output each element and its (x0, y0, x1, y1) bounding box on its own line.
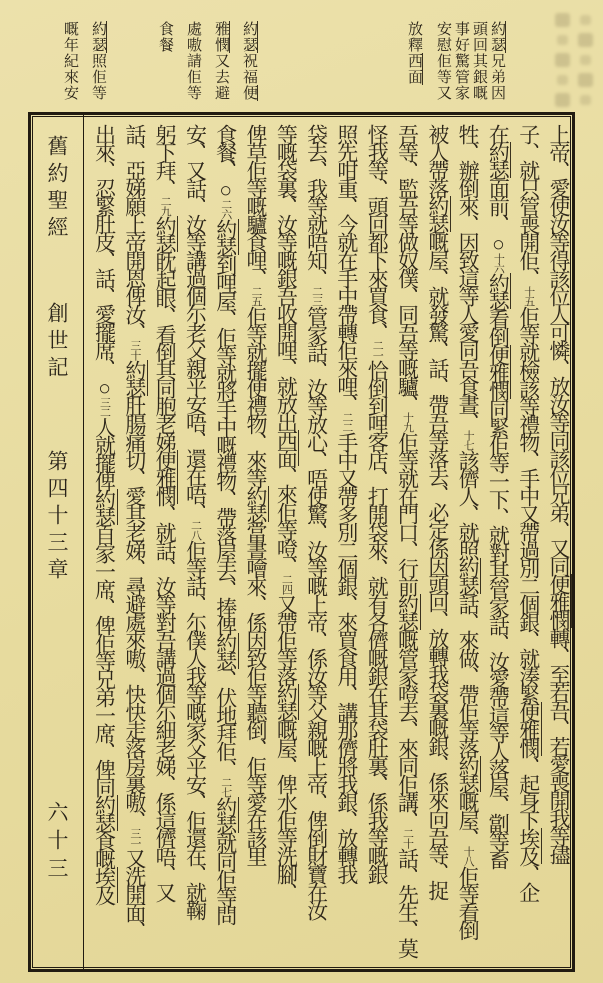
proper-name: 約瑟 (486, 273, 511, 309)
proper-name: 西面 (406, 53, 422, 85)
verse-number: 二二 (340, 412, 353, 432)
text-column: 在約瑟面前、○十六約瑟看倒便雅憫同緊佢等一下、就對其管家話、汝愛帶這等人落屋、劏等畜 (486, 124, 511, 867)
proper-name: 約瑟 (456, 558, 481, 594)
text-column: 牲、辦倒來、因致這等人愛同吾食晝、十七該儕人、就照約瑟話、來做、帶佢等落約瑟嘅屋、十八佢等看倒 (456, 124, 481, 938)
summary-column: 事好驚管家 (453, 21, 469, 101)
ink-smudge (580, 55, 591, 65)
summary-column: 約瑟照佢等 (90, 21, 106, 101)
proper-name: 約瑟 (92, 795, 117, 831)
proper-name: 約瑟 (213, 633, 238, 669)
proper-name: 約瑟 (90, 21, 106, 53)
proper-name: 雅憫 (213, 21, 229, 53)
summary-column: 頭回其銀嘅 (471, 21, 487, 101)
text-column: 話、亞娣願上帝開恩俾汝、三十約瑟肚腸痛切、愛其老娣、尋避處來嗷、快快走落房裏嗷、三一又洗開面、 (122, 124, 147, 938)
proper-name: 約瑟 (244, 486, 269, 522)
verse-number: 二一 (371, 340, 384, 360)
proper-name: 約瑟 (213, 797, 238, 833)
ink-smudge (580, 95, 591, 105)
proper-name: 約瑟 (92, 489, 117, 525)
proper-name: 約瑟 (489, 21, 505, 53)
summary-column: 處嗷請佢等 (185, 21, 201, 101)
verse-number: 十七 (462, 430, 475, 450)
text-column: 怪我等、頭回都下來買食、二一恰倒到哩客店、打開袋來、就有各儕嘅銀在其袋肚裏、係我等嘅銀 (365, 124, 390, 882)
summary-column: 約瑟祝福便 (241, 21, 257, 101)
summary-column: 食餐 (157, 21, 173, 53)
text-column: 照先咁重、今就在手中帶轉佢來哩、二二手中又帶多別二個銀、來買食用、講那儕將我銀、放轉我 (334, 124, 359, 882)
text-column: 安、又話、汝等講過個尓老父親平安唔、還在唔、二八佢等話、尓僕人我等嘅家父平安、佢還在、就鞠 (183, 124, 208, 918)
text-column: 吾等、監吾等做奴僕、同吾等嘅驢、十九佢等就在門口、行前約瑟嘅管家噔去、來同佢講、二十話、先生、莫 (395, 124, 420, 956)
verse-number: 三二 (98, 397, 111, 417)
text-column: 袋去、我等就唔知、二三管家話、汝等放心、唔使驚、汝等嘅上帝、係汝等父親嘅上帝、俾倒財寶在汝 (304, 124, 329, 918)
proper-name: 約瑟 (456, 756, 481, 792)
text-column: 子、就只管喪開佢、十五佢等就檢該等禮物、手中又帶過別二個銀、就湊緊便雅憫、起身下埃及、企 (516, 124, 541, 900)
ink-smudge (555, 13, 570, 27)
proper-name: 約瑟 (274, 684, 299, 720)
proper-name: 便 (241, 85, 257, 101)
ink-smudge (557, 75, 568, 85)
verse-number: 二十 (401, 828, 414, 848)
proper-name: 約瑟 (395, 594, 420, 630)
verse-number: 二七 (219, 777, 232, 797)
book-title: 舊約聖經 (45, 135, 69, 243)
proper-name: 約瑟 (122, 360, 147, 396)
verse-number: 十九 (401, 412, 414, 432)
proper-name: 約瑟 (241, 21, 257, 53)
verse-number: 二三 (310, 286, 323, 306)
verse-number: 十五 (522, 286, 535, 306)
proper-name: 約瑟 (486, 142, 511, 178)
proper-name: 便雅憫 (486, 345, 511, 399)
proper-name: 約瑟 (153, 216, 178, 252)
verse-number: 十六 (492, 253, 505, 273)
ink-smudge (580, 15, 591, 25)
proper-name: 約瑟 (213, 219, 238, 255)
chapter-summary-right (403, 21, 504, 113)
chapter-summary-middle (153, 21, 256, 113)
proper-name: 便雅憫 (516, 702, 541, 756)
ink-smudge (555, 93, 570, 107)
text-column: 食餐、○二六約瑟到哩屋、佢等就將手中嘅禮物、帶落屋去、捧俾約瑟、伏地拜佢、二七約瑟就同佢等問 (213, 124, 238, 923)
verse-number: 二五 (250, 286, 263, 306)
proper-name: 埃及 (92, 867, 117, 903)
scripture-text (87, 124, 569, 961)
text-column: 被人帶落約瑟嘅屋、就發驚、話、帶吾等落去、必定係因頭回、放轉我袋裏嘅銀、係來向吾等、捉 (425, 124, 450, 898)
proper-name: 便雅憫 (547, 574, 571, 628)
verse-number: 二六 (219, 199, 232, 219)
verse-number: 三一 (128, 828, 141, 848)
title-sidebar (31, 115, 84, 969)
ink-smudge (578, 33, 593, 47)
text-column: 等嘅袋裏、汝等嘅銀吾收開哩、就放出西面、來佢等噔、二四又帶佢等落約瑟嘅屋、俾水佢等洗腳、 (274, 124, 299, 900)
verse-number: 二八 (189, 520, 202, 540)
page-frame (28, 112, 575, 972)
ink-smudge (557, 35, 568, 45)
text-column: 上帝、愛使汝等得該位人可憐、放汝等同該位兄弟、又同便雅憫轉、至若吾、若愛喪開我等孻 (547, 124, 571, 862)
page-number: 六十三 (45, 801, 69, 885)
chapter-summary-left (54, 21, 105, 113)
chapter-title: 第四十三章 (45, 450, 69, 585)
text-column: 俾草佢等嘅驢食哩、二五佢等就擺便禮物、來等約瑟當晝噲來、係因致佢等聽倒、佢等愛在該里 (244, 124, 269, 864)
summary-column: 約瑟兄弟因 (489, 21, 505, 101)
summary-column: 雅憫又去避 (213, 21, 229, 101)
verse-number: 十八 (462, 846, 475, 866)
section-title: 創世記 (45, 302, 69, 383)
proper-name: 西面 (274, 430, 299, 466)
faded-ink-stamp (551, 10, 597, 122)
verse-number: 二九 (159, 196, 172, 216)
proper-name: 便雅憫 (153, 450, 178, 504)
summary-column: 放釋西面 (406, 21, 422, 85)
summary-column: 嘅年紀來安 (62, 21, 78, 101)
verse-number: 二四 (280, 574, 293, 594)
ink-smudge (555, 53, 570, 67)
verse-number: 三十 (128, 340, 141, 360)
proper-name: 約瑟 (425, 196, 450, 232)
text-column: 出來、忍緊肚皮、話、愛擺席、○三二人就擺俾約瑟自家一席、俾佢等兄弟一席、俾同約瑟食嘅埃及 (92, 124, 117, 903)
summary-column: 安慰佢等又 (435, 21, 451, 101)
ink-smudge (578, 73, 593, 87)
proper-name: 埃及 (516, 828, 541, 864)
text-column: 躬下拜、二九約瑟眈起眼、看倒其同胞老娣便雅憫、就話、汝等對吾講過個尓細老娣、係這儕唔、又 (153, 124, 178, 900)
